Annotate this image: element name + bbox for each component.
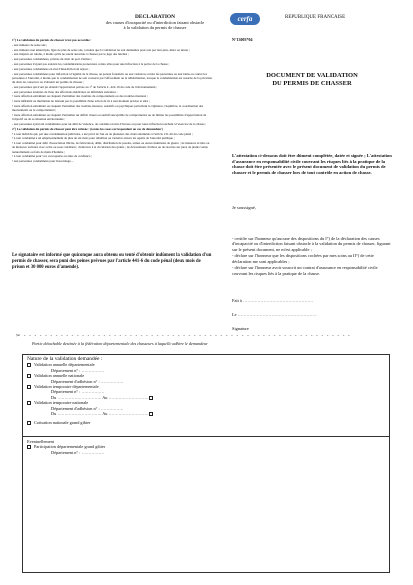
condition-paragraph: • toute infirmité ou mutilation ne laissant pas la possibilité d'une action de tir à tout moment précise et sûre ;	[12, 99, 150, 104]
option-label: Participation départementale grand gibier	[34, 444, 106, 450]
condition-paragraph: - aux personnes condamnées pour infraction à l'égalité de la chasse, au poison forestière ou aux violences contre les personnes ou aux biens ou contre les personnes à l'autorité, à moins que la condamnation ne soit couverte par l'effacement ou la réhabilitation, lorsque la condamnation est assortie de la privation du droit de conserver ou d'obtenir un permis de chasser ;	[12, 71, 212, 84]
option-label: Validation annuelle nationale	[34, 373, 85, 379]
condition-paragraph: 1°) La validation du permis de chasser n'est pas accordée :	[12, 38, 92, 42]
condition-paragraph: • toute affection entraînant ou risquant d'entraîner un déficit visuel ou auditif susceptible de compromettre ou de limiter les possibilités d'appréciation de l'objectif ou de sa situation environnante ;	[12, 112, 207, 122]
validation-type-box	[22, 354, 390, 573]
date-range-label: Du …………………………. Au ……………………….	[51, 411, 149, 417]
option-label: Validation temporaire nationale	[34, 400, 89, 406]
divider	[23, 436, 389, 437]
certify-statement: - certifie sur l'honneur qu'aucune des dispositions du I°) de la déclaration des causes d'incapacité ou d'interdiction faisant obstacle à la validation du permis de chasser, figurant sur le présent document, ne m'est applicable ;	[232, 236, 391, 252]
document-title	[232, 72, 392, 88]
certify-statement: - déclare sur l'honneur avoir souscrit un contrat d'assurance en responsabilité civile couvrant les risques liés à la pratique de la chasse.	[232, 265, 378, 276]
declaration-subtitle-line2: à la validation du permis de chasser	[123, 25, 187, 31]
soussigne-label: Je soussigné,	[232, 205, 256, 210]
condition-paragraph: • aux personnes condamnées pour braconnage ...	[12, 159, 74, 164]
detachable-note: Partie détachable destinée à la fédération départementale des chasseurs à laquelle adhère le demandeur	[32, 341, 208, 346]
checkbox[interactable]	[27, 374, 31, 378]
condition-paragraph: • toute affection entraînant ou risquant d'entraîner des troubles moteurs, sensitifs ou psychiques perturbant la vigilance, l'équilibre, la coordination des mouvements ou le comportement ;	[12, 103, 204, 113]
department-number-field[interactable]: Département n° : …………….	[51, 367, 105, 373]
checkbox[interactable]	[27, 385, 31, 389]
condition-paragraph: - aux mineurs non émancipés, âgés de plus de seize ans, à moins que la validation ne soit demandée pour eux par leur père, mère ou tuteur ;	[12, 47, 190, 52]
department-issue-field[interactable]: Département d'adhésion n° : …………….	[51, 405, 124, 411]
option-label: Validation temporaire départementale	[34, 384, 99, 390]
checkbox[interactable]	[27, 363, 31, 367]
option-label: Validation annuelle départementale	[34, 362, 95, 368]
declaration-subtitle-line1: des causes d'incapacité ou d'interdiction faisant obstacle	[105, 20, 205, 25]
checkbox[interactable]	[149, 412, 153, 416]
department-number-field[interactable]: Département n° : …………….	[51, 449, 105, 455]
checkbox[interactable]	[27, 401, 31, 405]
condition-paragraph: • à tout individu qui, par une condamnation judiciaire, a été privé de l'un ou de plusieurs des droits énumérés à l'article 131-26 du code pénal ;	[12, 131, 193, 136]
date-field[interactable]: Le ………………………………………………	[232, 312, 317, 317]
condition-paragraph: • à tout condamné à un emprisonnement de plus de six mois pour rébellion ou violence envers les agents de l'autorité publique ;	[12, 136, 175, 141]
incapacity-conditions	[12, 38, 212, 164]
attestation-notice: L'attestation ci-dessous doit être dûment complétée, datée et signée ; L'attestation d'assurance en responsabilité civile couvrant les risques liés à la pratique de la chasse doit être présentée avec le présent document de validation du permis de chasser et le permis de chasser lors de tout contrôle en action de chasse.	[232, 153, 392, 175]
condition-paragraph: - aux personnes condamnées, privées du droit de port d'armes ;	[12, 57, 93, 62]
department-number-field[interactable]: Département n° : …………….	[51, 389, 105, 395]
penalty-warning: Le signataire est informé que quiconque aura obtenu ou tenté d'obtenir indûment la validation d'un permis de chasser, sera puni des peines prévues par l'article 441-6 du code pénal (deux mois de prison et 30 000 euros d'amende).	[12, 253, 212, 270]
date-range-field[interactable]	[27, 411, 385, 416]
option-national-big-game[interactable]	[27, 420, 385, 425]
declaration-subtitle	[60, 20, 250, 31]
signature-field[interactable]: Signature	[232, 326, 249, 331]
condition-paragraph: - aux personnes condamnées en état d'interdiction de séjour ;	[12, 66, 90, 71]
certification-statements	[232, 236, 394, 278]
certify-statement: - déclare sur l'honneur que les dispositions cochées par mes soins au II°) de cette déclaration me sont applicables ;	[232, 253, 374, 264]
condition-paragraph: - aux majeurs en tutelle, à moins qu'ils ne soient autorisés à chasser par le juge des tutelles ;	[12, 52, 129, 57]
fait-a-field[interactable]: Fait à …………………………………………	[232, 298, 314, 303]
condition-paragraph: - aux personnes n'ayant pas exécuté les condamnations prononcées contre elles pour une infraction à la police de la chasse ;	[12, 61, 170, 66]
checkbox[interactable]	[27, 421, 31, 425]
condition-paragraph: - aux personnes atteintes de l'une des affections médicales ou infirmités suivantes :	[12, 89, 118, 94]
validation-box-title: Nature de la validation demandée :	[27, 356, 103, 362]
condition-paragraph: • à tout condamné pour vol, escroquerie ou abus de confiance ;	[12, 154, 93, 159]
checkbox[interactable]	[149, 396, 153, 400]
option-label: Cotisation nationale grand gibier	[34, 420, 91, 426]
declaration-title: DECLARATION	[134, 14, 176, 20]
republique-francaise: REPUBLIQUE FRANCAISE	[285, 15, 346, 20]
eventually-label: Eventuellement	[27, 438, 54, 444]
department-issue-field[interactable]: Département d'adhésion n° : …………….	[51, 378, 124, 384]
document-title-line1: DOCUMENT DE VALIDATION	[266, 72, 358, 79]
date-range-label: Du …………………………. Au ……………………….	[51, 394, 149, 400]
condition-paragraph: - aux personnes qui n'ont pu obtenir l'approbation prévue au 1° de l'article L. 422-19 du code de l'environnement ;	[12, 84, 158, 89]
condition-paragraph: • toute affection entraînant ou risquant d'entraîner des troubles du comportement ou des troubles mentaux ;	[12, 94, 149, 99]
scissors-cut-line: ✂ - - - - - - - - - - - - - - - - - - - - - - - - - - - - - - - - - - - - - - - - - - - - - - - - - - - - - - - - - - - - - -	[16, 334, 351, 339]
cerfa-logo: cerfa	[230, 13, 260, 25]
document-title-line2: DU PERMIS DE CHASSER	[272, 80, 352, 87]
condition-paragraph: • à tout condamné pour délit d'association illicite, de fabrication, débit, distribution de poudre, armes ou autres munitions de guerre ; de menaces écrites ou de menaces verbales avec ordre ou sous condition ; d'entraves à la circulation des grains ; de dévastations d'arbres ou de récoltes sur pied, de plants venus naturellement ou faits de main d'homme ;	[12, 141, 210, 154]
form-number: N°13003*04	[232, 37, 253, 42]
condition-paragraph: - aux mineurs de seize ans ;	[12, 42, 48, 47]
condition-paragraph: 2°) La validation du permis de chasser peut être refusée : (toutes les cases correspondant au cas de demandeur)	[12, 126, 163, 131]
condition-paragraph: - aux personnes ayant été condamnées pour un délit de violence, de conduite en état d'ivresse ou pour toute infraction touchant à l'exercice de la chasse ;	[12, 121, 207, 126]
checkbox[interactable]	[27, 445, 31, 449]
